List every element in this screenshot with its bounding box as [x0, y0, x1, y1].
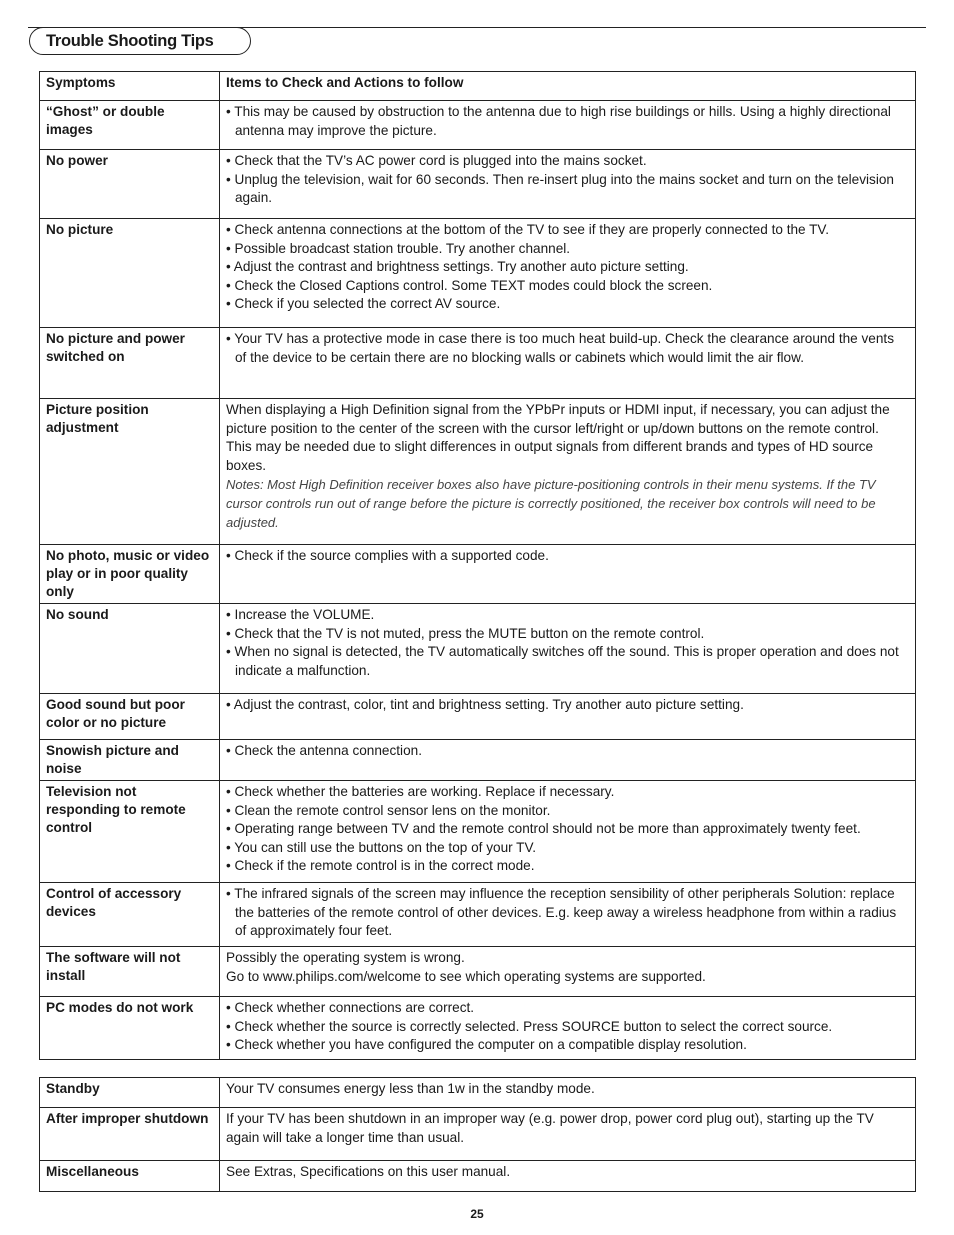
action-cell — [220, 150, 916, 219]
action-cell — [220, 545, 916, 604]
bullet-item: • Increase the VOLUME. — [226, 606, 907, 625]
bullet-item: • Adjust the contrast, color, tint and brightness setting. Try another auto picture setting. — [226, 696, 907, 715]
bullet-item: • Check the antenna connection. — [226, 742, 907, 761]
section-title: Trouble Shooting Tips — [46, 32, 214, 50]
symptom-cell: Standby — [40, 1078, 220, 1108]
table-row — [40, 1078, 916, 1108]
symptom-cell: PC modes do not work — [40, 997, 220, 1060]
table-row — [40, 101, 916, 150]
action-text: Go to www.philips.com/welcome to see which operating systems are supported. — [226, 968, 706, 984]
bullet-item: • Possible broadcast station trouble. Try another channel. — [226, 240, 907, 259]
action-cell — [220, 1108, 916, 1161]
symptom-cell: Snowish picture and noise — [40, 740, 220, 781]
table-row — [40, 997, 916, 1060]
bullet-item: • The infrared signals of the screen may influence the reception sensibility of other peripherals Solution: replace the batteries of the remote control of other devices. E.g. keep away a wireless headphone from within a radius of approximately four feet. — [226, 885, 907, 941]
bullet-item: • Clean the remote control sensor lens on the monitor. — [226, 802, 907, 821]
symptom-cell: “Ghost” or double images — [40, 101, 220, 150]
action-cell — [220, 328, 916, 399]
section-title-tab — [29, 27, 251, 55]
bullet-item: • You can still use the buttons on the top of your TV. — [226, 839, 907, 858]
troubleshooting-table — [39, 71, 916, 1060]
symptom-cell: Picture position adjustment — [40, 399, 220, 545]
symptom-cell: No power — [40, 150, 220, 219]
table-row — [40, 545, 916, 604]
table-row — [40, 219, 916, 328]
table-row — [40, 883, 916, 947]
action-text: If your TV has been shutdown in an improper way (e.g. power drop, power cord plug out), starting up the TV again will take a longer time than usual. — [226, 1111, 874, 1145]
bullet-item: • Check the Closed Captions control. Some TEXT modes could block the screen. — [226, 277, 907, 296]
bullet-item: • Check whether connections are correct. — [226, 999, 907, 1018]
action-cell — [220, 101, 916, 150]
bullet-item: • Operating range between TV and the remote control should not be more than approximately twenty feet. — [226, 820, 907, 839]
table-row — [40, 604, 916, 694]
action-cell — [220, 781, 916, 883]
symptom-cell: No photo, music or video play or in poor quality only — [40, 545, 220, 604]
additional-info-table — [39, 1077, 916, 1192]
bullet-item: • Check that the TV is not muted, press the MUTE button on the remote control. — [226, 625, 907, 644]
symptom-cell: The software will not install — [40, 947, 220, 997]
bullet-item: • Check if the source complies with a supported code. — [226, 547, 907, 566]
action-text: See Extras, Specifications on this user manual. — [226, 1164, 511, 1179]
action-cell — [220, 604, 916, 694]
bullet-item: • Check that the TV’s AC power cord is plugged into the mains socket. — [226, 152, 907, 171]
note-text: Notes: Most High Definition receiver boxes also have picture-positioning controls in their menu systems. If the TV cursor controls run out of range before the picture is correctly positioned, the receiver box controls will need to be adjusted. — [226, 477, 876, 531]
symptom-cell: No picture and power switched on — [40, 328, 220, 399]
table-row — [40, 399, 916, 545]
action-text: Possibly the operating system is wrong. — [226, 950, 465, 965]
table-row — [40, 694, 916, 740]
action-cell — [220, 1078, 916, 1108]
table-row — [40, 1161, 916, 1192]
action-cell — [220, 694, 916, 740]
action-cell — [220, 1161, 916, 1192]
action-cell — [220, 997, 916, 1060]
table-row — [40, 781, 916, 883]
bullet-item: • Check if you selected the correct AV source. — [226, 295, 907, 314]
table-row — [40, 150, 916, 219]
bullet-item: • Unplug the television, wait for 60 seconds. Then re-insert plug into the mains socket and turn on the television again. — [226, 171, 907, 208]
symptom-cell: After improper shutdown — [40, 1108, 220, 1161]
bullet-item: • Adjust the contrast and brightness settings. Try another auto picture setting. — [226, 258, 907, 277]
bullet-item: • Check whether the batteries are working. Replace if necessary. — [226, 783, 907, 802]
bullet-item: • Check whether you have configured the computer on a compatible display resolution. — [226, 1036, 907, 1055]
symptom-cell: Television not responding to remote control — [40, 781, 220, 883]
symptom-cell: Miscellaneous — [40, 1161, 220, 1192]
bullet-item: • Check antenna connections at the bottom of the TV to see if they are properly connected to the TV. — [226, 221, 907, 240]
symptom-cell: Control of accessory devices — [40, 883, 220, 947]
table-row — [40, 740, 916, 781]
action-cell — [220, 219, 916, 328]
bullet-item: • Check if the remote control is in the correct mode. — [226, 857, 907, 876]
table-header-row — [40, 72, 916, 101]
page-number: 25 — [470, 1207, 484, 1221]
bullet-item: • This may be caused by obstruction to the antenna due to high rise buildings or hills. Using a highly directional antenna may improve the picture. — [226, 103, 907, 140]
action-cell — [220, 399, 916, 545]
table-row — [40, 328, 916, 399]
action-cell — [220, 947, 916, 997]
header-symptoms: Symptoms — [40, 72, 220, 101]
bullet-item: • Your TV has a protective mode in case there is too much heat build-up. Check the clearance around the vents of the device to be certain there are no blocking walls or cabinets which would limit the air flow. — [226, 330, 907, 367]
action-cell — [220, 740, 916, 781]
header-actions: Items to Check and Actions to follow — [220, 72, 916, 101]
action-text: When displaying a High Definition signal from the YPbPr inputs or HDMI input, if necessary, you can adjust the picture position to the center of the screen with the cursor left/right or up/down buttons on the remote control. This may be needed due to slight differences in output signals from different brands and types of HD source boxes. — [226, 402, 890, 473]
action-text: Your TV consumes energy less than 1w in the standby mode. — [226, 1081, 595, 1096]
symptom-cell: No sound — [40, 604, 220, 694]
symptom-cell: No picture — [40, 219, 220, 328]
table-row — [40, 947, 916, 997]
bullet-item: • When no signal is detected, the TV automatically switches off the sound. This is proper operation and does not indicate a malfunction. — [226, 643, 907, 680]
bullet-item: • Check whether the source is correctly selected. Press SOURCE button to select the correct source. — [226, 1018, 907, 1037]
action-cell — [220, 883, 916, 947]
table-row — [40, 1108, 916, 1161]
symptom-cell: Good sound but poor color or no picture — [40, 694, 220, 740]
